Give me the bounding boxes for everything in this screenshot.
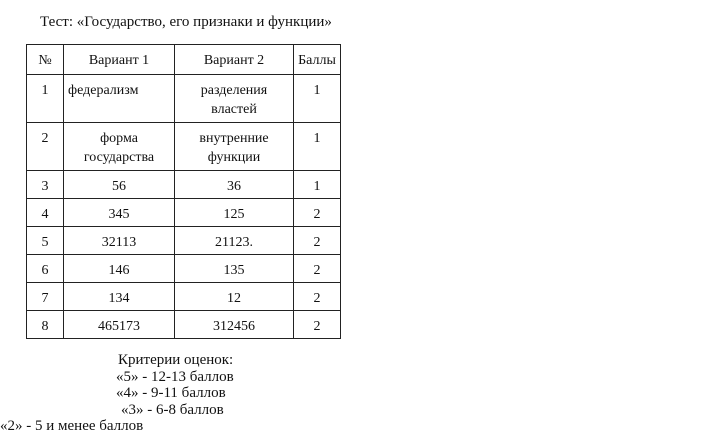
test-table — [26, 44, 341, 339]
table-row — [27, 311, 341, 339]
table-row — [27, 227, 341, 255]
cell-number: 7 — [27, 283, 64, 311]
cell-variant-1: 56 — [64, 171, 175, 199]
cell-points: 2 — [294, 227, 341, 255]
header-variant-1: Вариант 1 — [64, 45, 175, 75]
criteria-line: «4» - 9-11 баллов — [116, 385, 226, 401]
cell-variant-1: 146 — [64, 255, 175, 283]
table-row — [27, 199, 341, 227]
cell-number: 6 — [27, 255, 64, 283]
cell-points: 2 — [294, 199, 341, 227]
cell-points: 1 — [294, 123, 341, 171]
criteria-line: «5» - 12-13 баллов — [116, 368, 234, 385]
cell-points: 1 — [294, 171, 341, 199]
table-header-row — [27, 45, 341, 75]
table-row — [27, 171, 341, 199]
table-row — [27, 123, 341, 171]
cell-variant-2: 36 — [175, 171, 294, 199]
cell-variant-2: 312456 — [175, 311, 294, 339]
cell-variant-2: 135 — [175, 255, 294, 283]
cell-number: 4 — [27, 199, 64, 227]
header-variant-2: Вариант 2 — [175, 45, 294, 75]
cell-points: 1 — [294, 75, 341, 123]
cell-variant-2: 125 — [175, 199, 294, 227]
cell-variant-2: 12 — [175, 283, 294, 311]
table-row — [27, 255, 341, 283]
table-row — [27, 75, 341, 123]
cell-points: 2 — [294, 311, 341, 339]
cell-variant-1: 32113 — [64, 227, 175, 255]
header-points: Баллы — [294, 45, 341, 75]
cell-number: 1 — [27, 75, 64, 123]
page-title: Тест: «Государство, его признаки и функции» — [40, 14, 332, 30]
cell-variant-2: разделения властей — [175, 75, 294, 123]
cell-variant-1: 345 — [64, 199, 175, 227]
cell-variant-1: 134 — [64, 283, 175, 311]
table-row — [27, 283, 341, 311]
cell-variant-2: 21123. — [175, 227, 294, 255]
cell-points: 2 — [294, 255, 341, 283]
criteria-line: «3» - 6-8 баллов — [121, 401, 224, 418]
cell-variant-1: 465173 — [64, 311, 175, 339]
cell-points: 2 — [294, 283, 341, 311]
grading-criteria — [0, 352, 234, 435]
cell-variant-1: федерализм — [64, 75, 175, 123]
cell-number: 5 — [27, 227, 64, 255]
cell-number: 3 — [27, 171, 64, 199]
criteria-line: «2» - 5 и менее баллов — [0, 418, 144, 434]
cell-variant-2: внутренние функции — [175, 123, 294, 171]
header-number: № — [27, 45, 64, 75]
cell-number: 2 — [27, 123, 64, 171]
criteria-heading: Критерии оценок: — [118, 352, 234, 368]
cell-number: 8 — [27, 311, 64, 339]
cell-variant-1: форма государства — [64, 123, 175, 171]
